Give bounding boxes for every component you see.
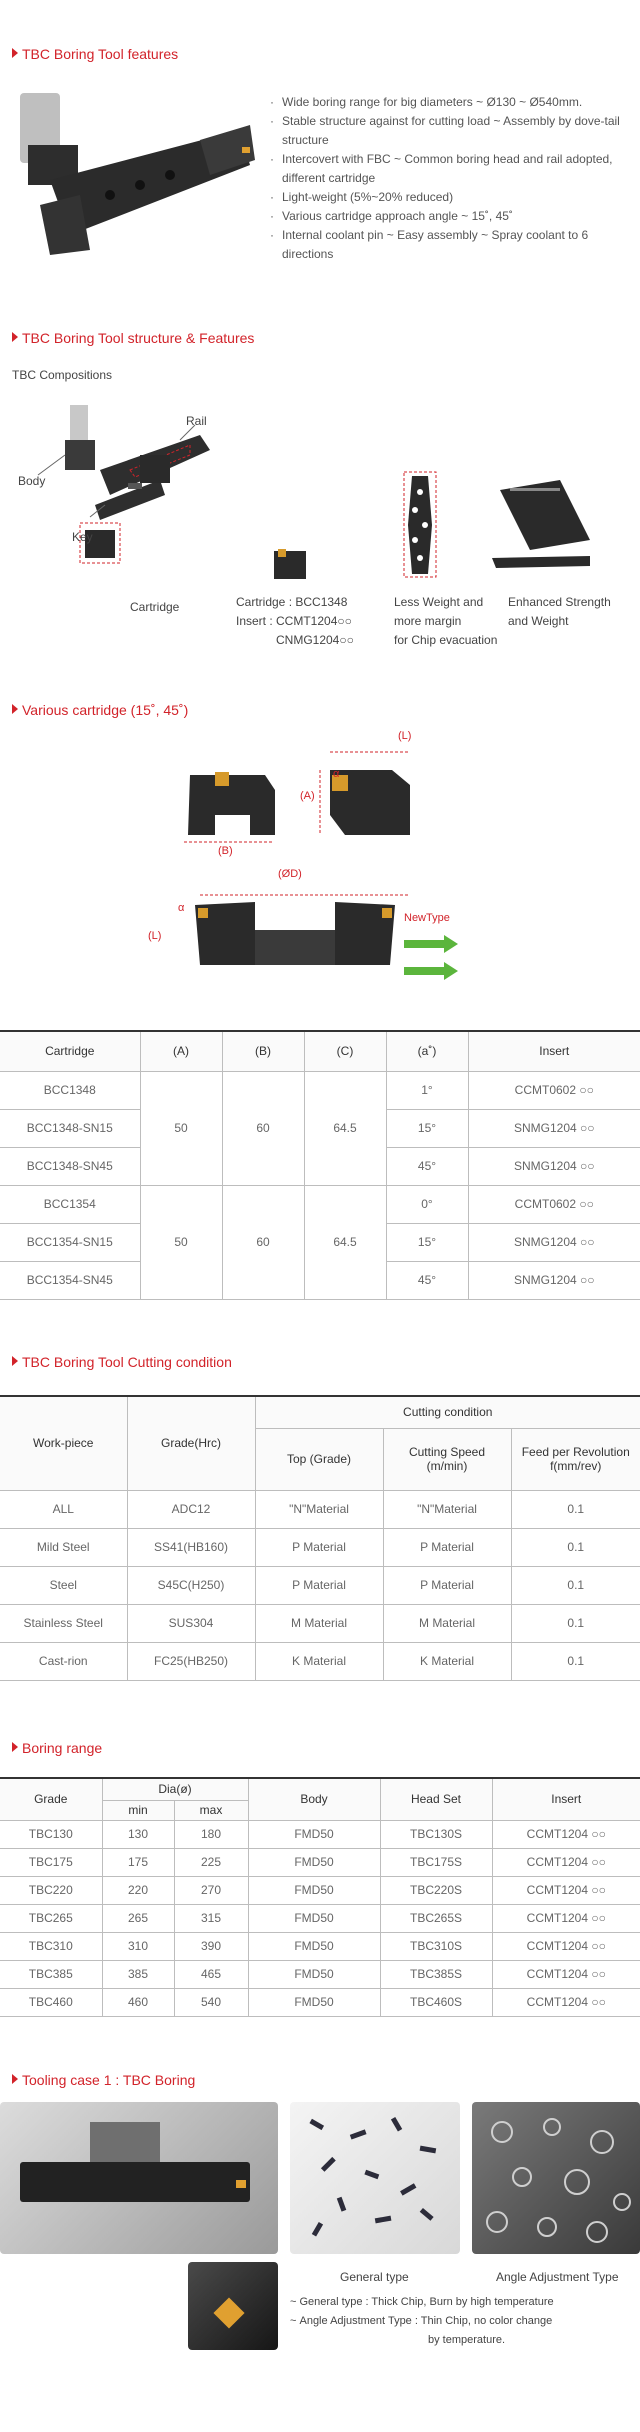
red-arrow-icon <box>12 48 18 58</box>
cutting-title: TBC Boring Tool Cutting condition <box>12 1354 232 1370</box>
tooling-note-2: ~ Angle Adjustment Type : Thin Chip, no color change <box>290 2315 553 2327</box>
table-row: TBC220 220 270 FMD50 TBC220S CCMT1204 ○○ <box>0 1876 640 1904</box>
table-row: Stainless Steel SUS304 M Material M Material 0.1 <box>0 1604 640 1642</box>
green-arrow-icon <box>444 935 458 953</box>
col-header: Grade <box>0 1778 102 1820</box>
col-header: Head Set <box>380 1778 492 1820</box>
label-rail: Rail <box>186 414 207 428</box>
table-row: BCC1354-SN15 15° SNMG1204 ○○ <box>0 1223 640 1261</box>
dim-b: (B) <box>218 845 233 857</box>
col-header: Insert <box>468 1031 640 1071</box>
cartridge-photo <box>270 545 310 585</box>
col-header: (a˚) <box>386 1031 468 1071</box>
rail-strength-photo <box>490 470 600 580</box>
label-key: Key <box>72 530 93 544</box>
table-row: BCC1348 50 60 64.5 1° CCMT0602 ○○ <box>0 1071 640 1109</box>
red-arrow-icon <box>12 2074 18 2084</box>
green-arrow-icon <box>444 962 458 980</box>
dim-alpha-1: α <box>333 768 340 780</box>
boring-title: Boring range <box>12 1740 102 1756</box>
table-row: Mild Steel SS41(HB160) P Material P Material 0.1 <box>0 1528 640 1566</box>
feature-item: · Wide boring range for big diameters ~ Ø130 ~ Ø540mm. <box>270 93 635 112</box>
feature-list <box>270 93 635 264</box>
strength-text-1: Enhanced Strength <box>508 595 611 609</box>
table-row: TBC460 460 540 FMD50 TBC460S CCMT1204 ○○ <box>0 1988 640 2016</box>
strength-text-2: and Weight <box>508 614 569 628</box>
cartridge-title: Various cartridge (15˚, 45˚) <box>12 702 188 718</box>
boring-tool-photo <box>10 85 260 265</box>
col-header: Cutting Speed (m/min) <box>383 1428 511 1490</box>
feature-item: · Stable structure against for cutting load ~ Assembly by dove-tail structure <box>270 112 635 150</box>
features-title: TBC Boring Tool features <box>12 46 178 62</box>
structure-title: TBC Boring Tool structure & Features <box>12 330 254 346</box>
col-header: (C) <box>304 1031 386 1071</box>
boring-range-table <box>0 1777 640 2017</box>
table-row: TBC265 265 315 FMD50 TBC265S CCMT1204 ○○ <box>0 1904 640 1932</box>
green-arrow-bar-1 <box>404 940 444 948</box>
table-row: TBC385 385 465 FMD50 TBC385S CCMT1204 ○○ <box>0 1960 640 1988</box>
table-row: BCC1348-SN15 15° SNMG1204 ○○ <box>0 1109 640 1147</box>
table-row: Cast-rion FC25(HB250) K Material K Material 0.1 <box>0 1642 640 1680</box>
col-header: max <box>174 1800 248 1820</box>
red-arrow-icon <box>12 332 18 342</box>
table-row: TBC130 130 180 FMD50 TBC130S CCMT1204 ○○ <box>0 1820 640 1848</box>
col-header: min <box>102 1800 174 1820</box>
angle-type-label: Angle Adjustment Type <box>496 2270 619 2284</box>
cartridge-table <box>0 1030 640 1300</box>
compositions-heading: TBC Compositions <box>12 368 113 382</box>
col-header: Insert <box>492 1778 640 1820</box>
tooling-note-3: by temperature. <box>428 2334 506 2346</box>
general-type-label: General type <box>340 2270 409 2284</box>
weight-text-3: for Chip evacuation <box>394 633 498 647</box>
table-row: Steel S45C(H250) P Material P Material 0.1 <box>0 1566 640 1604</box>
col-header: Cartridge <box>0 1031 140 1071</box>
feature-item: · Intercovert with FBC ~ Common boring head and rail adopted, different cartridge <box>270 150 635 188</box>
weight-text-1: Less Weight and <box>394 595 484 609</box>
col-header-group: Cutting condition <box>255 1396 640 1428</box>
tooling-note-1: ~ General type : Thick Chip, Burn by high temperature <box>290 2296 554 2308</box>
table-row: BCC1348-SN45 45° SNMG1204 ○○ <box>0 1147 640 1185</box>
col-header: (A) <box>140 1031 222 1071</box>
col-header: Work-piece <box>0 1396 127 1490</box>
dim-l2: (L) <box>148 930 162 942</box>
col-header: Grade(Hrc) <box>127 1396 255 1490</box>
feature-item: · Various cartridge approach angle ~ 15˚, 45˚ <box>270 207 635 226</box>
weight-text-2: more margin <box>394 614 462 628</box>
label-cartridge: Cartridge <box>130 600 180 614</box>
cutting-table <box>0 1395 640 1681</box>
col-header: Feed per Revolution f(mm/rev) <box>511 1428 640 1490</box>
col-header: (B) <box>222 1031 304 1071</box>
dim-od: (ØD) <box>278 868 302 880</box>
tooling-title: Tooling case 1 : TBC Boring <box>12 2072 195 2088</box>
table-row: BCC1354 50 60 64.5 0° CCMT0602 ○○ <box>0 1185 640 1223</box>
cartridge-spec: Cartridge : BCC1348 <box>236 595 348 609</box>
insert-spec-2: CNMG1204○○ <box>276 633 354 647</box>
cartridge-closeup-photo <box>188 2262 278 2350</box>
red-arrow-icon <box>12 1356 18 1366</box>
newtype-label: NewType <box>404 912 450 924</box>
col-header: Body <box>248 1778 380 1820</box>
red-arrow-icon <box>12 1742 18 1752</box>
feature-item: · Light-weight (5%~20% reduced) <box>270 188 635 207</box>
general-type-chip-photo <box>290 2102 460 2254</box>
col-header: Top (Grade) <box>255 1428 383 1490</box>
machine-photo <box>0 2102 278 2254</box>
table-row: ALL ADC12 "N"Material "N"Material 0.1 <box>0 1490 640 1528</box>
table-row: BCC1354-SN45 45° SNMG1204 ○○ <box>0 1261 640 1299</box>
col-header-group: Dia(ø) <box>102 1778 248 1800</box>
table-row: TBC175 175 225 FMD50 TBC175S CCMT1204 ○○ <box>0 1848 640 1876</box>
table-row: TBC310 310 390 FMD50 TBC310S CCMT1204 ○○ <box>0 1932 640 1960</box>
rail-light-photo <box>390 470 450 580</box>
red-arrow-icon <box>12 704 18 714</box>
dim-a: (A) <box>300 790 315 802</box>
dim-alpha-2: α <box>178 902 185 914</box>
feature-item: · Internal coolant pin ~ Easy assembly ~ Spray coolant to 6 directions <box>270 226 635 264</box>
dim-l: (L) <box>398 730 412 742</box>
angle-type-chip-photo <box>472 2102 640 2254</box>
green-arrow-bar-2 <box>404 967 444 975</box>
insert-spec-1: Insert : CCMT1204○○ <box>236 614 352 628</box>
label-body: Body <box>18 474 46 488</box>
